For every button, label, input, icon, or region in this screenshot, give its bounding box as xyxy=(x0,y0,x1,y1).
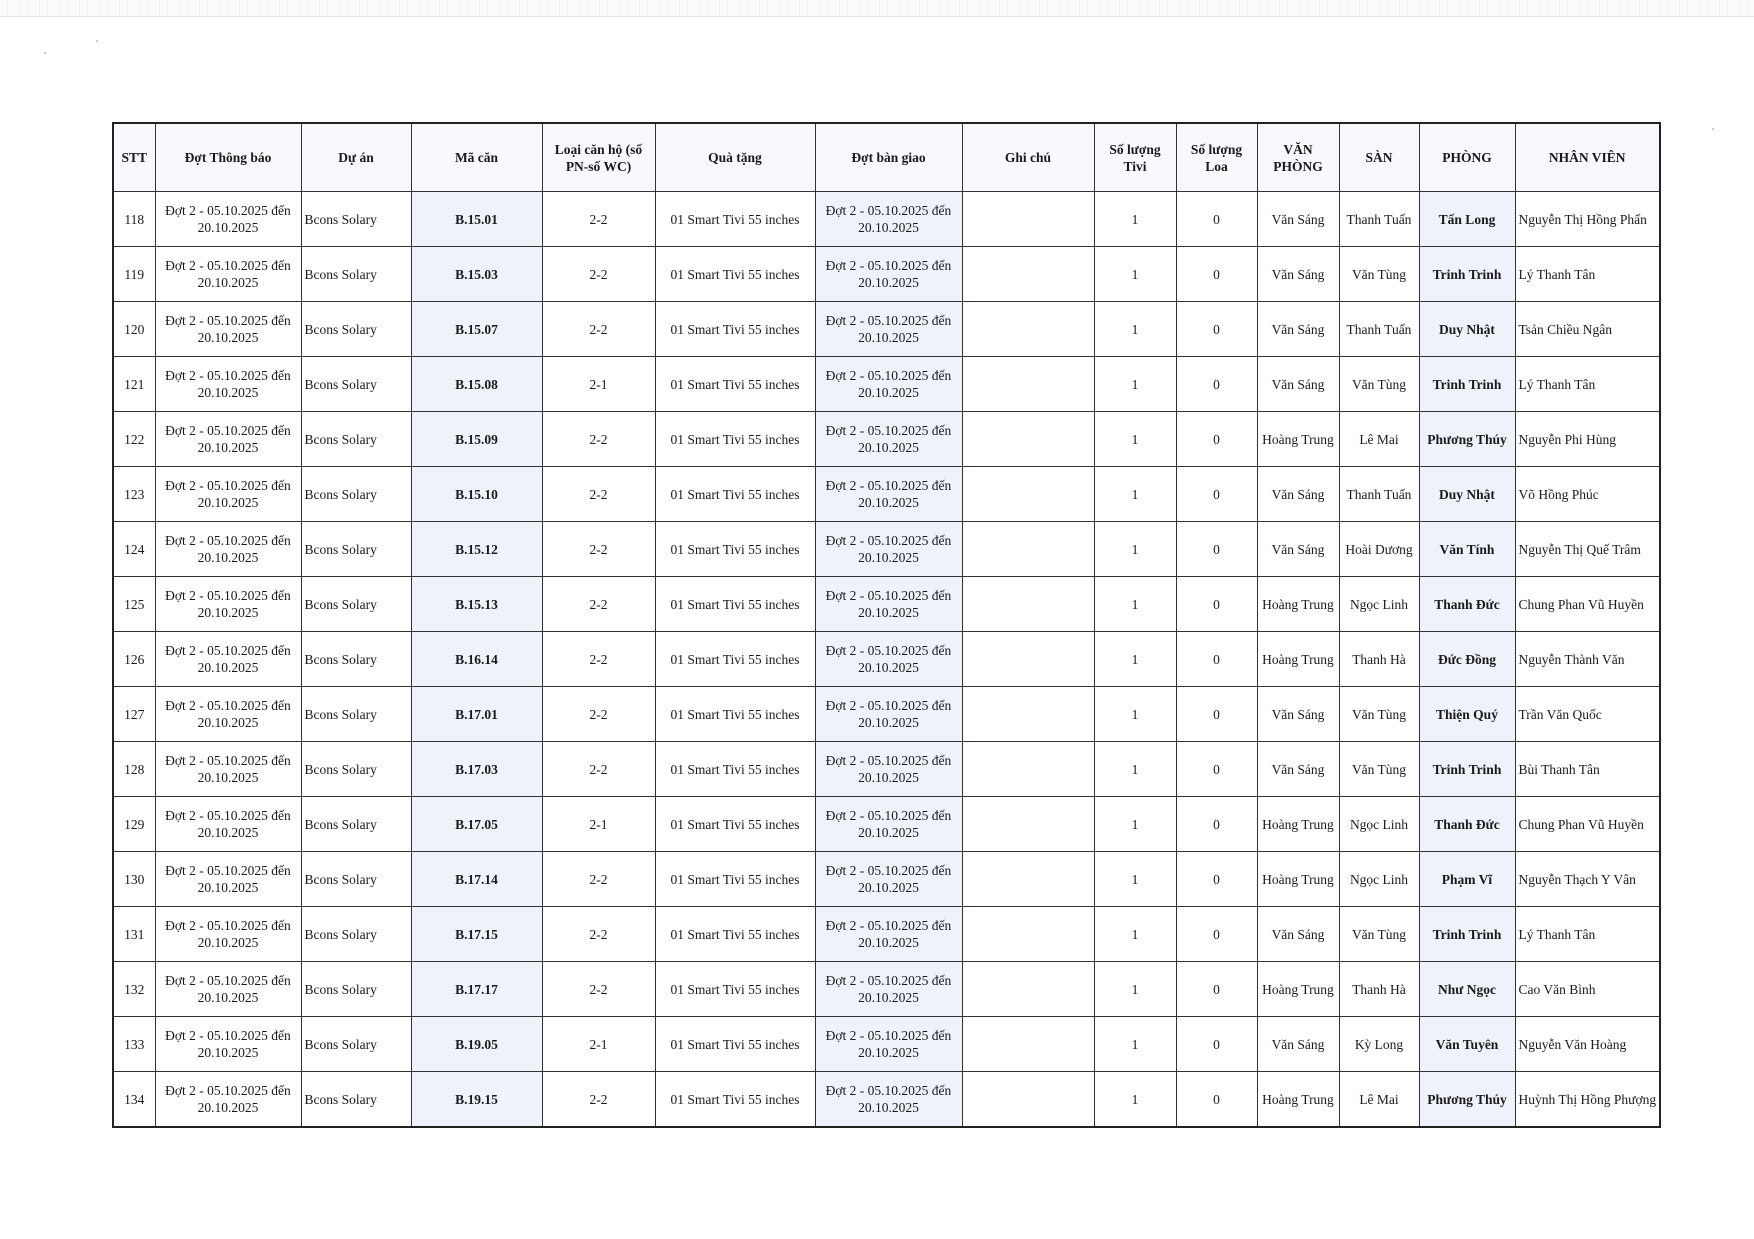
cell-stt: 130 xyxy=(113,852,155,907)
cell-van-phong: Văn Sáng xyxy=(1257,302,1339,357)
cell-dot-ban-giao: Đợt 2 - 05.10.2025 đến 20.10.2025 xyxy=(815,687,962,742)
cell-so-luong-tivi: 1 xyxy=(1094,632,1176,687)
cell-ghi-chu xyxy=(962,1017,1094,1072)
scan-speck xyxy=(44,52,46,54)
cell-nhan-vien: Võ Hồng Phúc xyxy=(1515,467,1660,522)
cell-so-luong-loa: 0 xyxy=(1176,742,1257,797)
col-header-ghi-chu: Ghi chú xyxy=(962,123,1094,192)
cell-phong: Thiện Quý xyxy=(1419,687,1515,742)
cell-loai-can-ho: 2-2 xyxy=(542,962,655,1017)
cell-ma-can: B.17.17 xyxy=(411,962,542,1017)
cell-du-an: Bcons Solary xyxy=(301,247,411,302)
cell-dot-ban-giao: Đợt 2 - 05.10.2025 đến 20.10.2025 xyxy=(815,632,962,687)
cell-so-luong-tivi: 1 xyxy=(1094,357,1176,412)
cell-ghi-chu xyxy=(962,962,1094,1017)
cell-san: Thanh Tuấn xyxy=(1339,302,1419,357)
cell-ghi-chu xyxy=(962,357,1094,412)
cell-phong: Trinh Trinh xyxy=(1419,907,1515,962)
cell-stt: 120 xyxy=(113,302,155,357)
cell-loai-can-ho: 2-2 xyxy=(542,467,655,522)
cell-qua-tang: 01 Smart Tivi 55 inches xyxy=(655,907,815,962)
cell-dot-ban-giao: Đợt 2 - 05.10.2025 đến 20.10.2025 xyxy=(815,962,962,1017)
cell-so-luong-loa: 0 xyxy=(1176,247,1257,302)
cell-nhan-vien: Nguyễn Thị Quế Trâm xyxy=(1515,522,1660,577)
cell-loai-can-ho: 2-2 xyxy=(542,687,655,742)
table-row xyxy=(113,357,1660,412)
cell-ma-can: B.17.01 xyxy=(411,687,542,742)
cell-phong: Văn Tính xyxy=(1419,522,1515,577)
table-row xyxy=(113,797,1660,852)
cell-dot-thong-bao: Đợt 2 - 05.10.2025 đến 20.10.2025 xyxy=(155,1017,301,1072)
cell-phong: Đức Đồng xyxy=(1419,632,1515,687)
cell-dot-ban-giao: Đợt 2 - 05.10.2025 đến 20.10.2025 xyxy=(815,577,962,632)
cell-stt: 133 xyxy=(113,1017,155,1072)
cell-ghi-chu xyxy=(962,632,1094,687)
cell-so-luong-tivi: 1 xyxy=(1094,247,1176,302)
table-row xyxy=(113,742,1660,797)
cell-qua-tang: 01 Smart Tivi 55 inches xyxy=(655,467,815,522)
cell-phong: Duy Nhật xyxy=(1419,302,1515,357)
scan-speck xyxy=(96,40,98,42)
cell-so-luong-loa: 0 xyxy=(1176,412,1257,467)
cell-so-luong-tivi: 1 xyxy=(1094,1017,1176,1072)
cell-van-phong: Hoàng Trung xyxy=(1257,797,1339,852)
cell-phong: Trinh Trinh xyxy=(1419,357,1515,412)
cell-dot-ban-giao: Đợt 2 - 05.10.2025 đến 20.10.2025 xyxy=(815,797,962,852)
cell-so-luong-loa: 0 xyxy=(1176,632,1257,687)
cell-nhan-vien: Nguyễn Phi Hùng xyxy=(1515,412,1660,467)
cell-dot-thong-bao: Đợt 2 - 05.10.2025 đến 20.10.2025 xyxy=(155,192,301,247)
cell-dot-thong-bao: Đợt 2 - 05.10.2025 đến 20.10.2025 xyxy=(155,357,301,412)
cell-ghi-chu xyxy=(962,797,1094,852)
cell-so-luong-loa: 0 xyxy=(1176,687,1257,742)
scan-edge-strip xyxy=(0,0,1754,17)
cell-stt: 129 xyxy=(113,797,155,852)
cell-so-luong-tivi: 1 xyxy=(1094,687,1176,742)
cell-ma-can: B.17.15 xyxy=(411,907,542,962)
cell-phong: Như Ngọc xyxy=(1419,962,1515,1017)
cell-stt: 122 xyxy=(113,412,155,467)
cell-san: Lê Mai xyxy=(1339,1072,1419,1128)
cell-so-luong-loa: 0 xyxy=(1176,1072,1257,1128)
cell-van-phong: Hoàng Trung xyxy=(1257,1072,1339,1128)
cell-dot-thong-bao: Đợt 2 - 05.10.2025 đến 20.10.2025 xyxy=(155,962,301,1017)
table-row xyxy=(113,467,1660,522)
cell-stt: 126 xyxy=(113,632,155,687)
cell-so-luong-tivi: 1 xyxy=(1094,302,1176,357)
table-row xyxy=(113,962,1660,1017)
cell-so-luong-tivi: 1 xyxy=(1094,192,1176,247)
gift-allocation-table xyxy=(112,122,1661,1128)
cell-nhan-vien: Huỳnh Thị Hồng Phượng xyxy=(1515,1072,1660,1128)
cell-ma-can: B.15.12 xyxy=(411,522,542,577)
cell-dot-thong-bao: Đợt 2 - 05.10.2025 đến 20.10.2025 xyxy=(155,742,301,797)
cell-so-luong-tivi: 1 xyxy=(1094,907,1176,962)
cell-dot-ban-giao: Đợt 2 - 05.10.2025 đến 20.10.2025 xyxy=(815,1017,962,1072)
cell-du-an: Bcons Solary xyxy=(301,577,411,632)
cell-ghi-chu xyxy=(962,577,1094,632)
cell-so-luong-loa: 0 xyxy=(1176,522,1257,577)
cell-qua-tang: 01 Smart Tivi 55 inches xyxy=(655,1072,815,1128)
cell-dot-thong-bao: Đợt 2 - 05.10.2025 đến 20.10.2025 xyxy=(155,852,301,907)
cell-san: Thanh Hà xyxy=(1339,962,1419,1017)
cell-ma-can: B.15.10 xyxy=(411,467,542,522)
cell-du-an: Bcons Solary xyxy=(301,522,411,577)
table-row xyxy=(113,302,1660,357)
cell-dot-thong-bao: Đợt 2 - 05.10.2025 đến 20.10.2025 xyxy=(155,412,301,467)
cell-qua-tang: 01 Smart Tivi 55 inches xyxy=(655,962,815,1017)
scan-speck xyxy=(1712,128,1714,130)
cell-qua-tang: 01 Smart Tivi 55 inches xyxy=(655,797,815,852)
cell-dot-ban-giao: Đợt 2 - 05.10.2025 đến 20.10.2025 xyxy=(815,357,962,412)
cell-ma-can: B.17.03 xyxy=(411,742,542,797)
cell-qua-tang: 01 Smart Tivi 55 inches xyxy=(655,192,815,247)
cell-ma-can: B.15.01 xyxy=(411,192,542,247)
cell-san: Hoài Dương xyxy=(1339,522,1419,577)
cell-loai-can-ho: 2-2 xyxy=(542,632,655,687)
table-row xyxy=(113,687,1660,742)
cell-nhan-vien: Lý Thanh Tân xyxy=(1515,357,1660,412)
header-row xyxy=(113,123,1660,192)
cell-dot-ban-giao: Đợt 2 - 05.10.2025 đến 20.10.2025 xyxy=(815,522,962,577)
cell-dot-thong-bao: Đợt 2 - 05.10.2025 đến 20.10.2025 xyxy=(155,577,301,632)
cell-san: Lê Mai xyxy=(1339,412,1419,467)
cell-nhan-vien: Nguyễn Thạch Y Vân xyxy=(1515,852,1660,907)
cell-so-luong-loa: 0 xyxy=(1176,962,1257,1017)
cell-phong: Trinh Trinh xyxy=(1419,742,1515,797)
cell-qua-tang: 01 Smart Tivi 55 inches xyxy=(655,852,815,907)
cell-stt: 125 xyxy=(113,577,155,632)
cell-van-phong: Văn Sáng xyxy=(1257,1017,1339,1072)
cell-ghi-chu xyxy=(962,522,1094,577)
cell-du-an: Bcons Solary xyxy=(301,907,411,962)
cell-so-luong-tivi: 1 xyxy=(1094,852,1176,907)
cell-phong: Phương Thúy xyxy=(1419,412,1515,467)
cell-nhan-vien: Nguyễn Thành Văn xyxy=(1515,632,1660,687)
cell-san: Văn Tùng xyxy=(1339,357,1419,412)
cell-van-phong: Văn Sáng xyxy=(1257,192,1339,247)
cell-ma-can: B.15.13 xyxy=(411,577,542,632)
cell-ma-can: B.15.08 xyxy=(411,357,542,412)
cell-ghi-chu xyxy=(962,852,1094,907)
cell-van-phong: Văn Sáng xyxy=(1257,742,1339,797)
cell-phong: Thanh Đức xyxy=(1419,577,1515,632)
cell-stt: 131 xyxy=(113,907,155,962)
col-header-dot-ban-giao: Đợt bàn giao xyxy=(815,123,962,192)
cell-loai-can-ho: 2-2 xyxy=(542,247,655,302)
cell-san: Thanh Tuấn xyxy=(1339,467,1419,522)
cell-so-luong-tivi: 1 xyxy=(1094,522,1176,577)
cell-so-luong-loa: 0 xyxy=(1176,577,1257,632)
cell-qua-tang: 01 Smart Tivi 55 inches xyxy=(655,632,815,687)
table-row xyxy=(113,632,1660,687)
cell-du-an: Bcons Solary xyxy=(301,742,411,797)
cell-van-phong: Hoàng Trung xyxy=(1257,852,1339,907)
cell-qua-tang: 01 Smart Tivi 55 inches xyxy=(655,1017,815,1072)
cell-loai-can-ho: 2-2 xyxy=(542,577,655,632)
cell-san: Ngọc Linh xyxy=(1339,852,1419,907)
col-header-stt: STT xyxy=(113,123,155,192)
cell-du-an: Bcons Solary xyxy=(301,1072,411,1128)
cell-san: Kỳ Long xyxy=(1339,1017,1419,1072)
cell-stt: 128 xyxy=(113,742,155,797)
cell-qua-tang: 01 Smart Tivi 55 inches xyxy=(655,357,815,412)
cell-ghi-chu xyxy=(962,467,1094,522)
cell-du-an: Bcons Solary xyxy=(301,192,411,247)
col-header-so-luong-loa: Số lượng Loa xyxy=(1176,123,1257,192)
cell-du-an: Bcons Solary xyxy=(301,1017,411,1072)
cell-so-luong-tivi: 1 xyxy=(1094,797,1176,852)
col-header-loai-can-ho: Loại căn hộ (số PN-số WC) xyxy=(542,123,655,192)
cell-van-phong: Văn Sáng xyxy=(1257,687,1339,742)
cell-loai-can-ho: 2-2 xyxy=(542,1072,655,1128)
cell-dot-thong-bao: Đợt 2 - 05.10.2025 đến 20.10.2025 xyxy=(155,907,301,962)
cell-phong: Duy Nhật xyxy=(1419,467,1515,522)
cell-stt: 119 xyxy=(113,247,155,302)
cell-dot-ban-giao: Đợt 2 - 05.10.2025 đến 20.10.2025 xyxy=(815,247,962,302)
cell-ghi-chu xyxy=(962,687,1094,742)
cell-du-an: Bcons Solary xyxy=(301,632,411,687)
cell-stt: 134 xyxy=(113,1072,155,1128)
cell-dot-ban-giao: Đợt 2 - 05.10.2025 đến 20.10.2025 xyxy=(815,907,962,962)
table-body xyxy=(113,192,1660,1128)
cell-ghi-chu xyxy=(962,742,1094,797)
cell-so-luong-loa: 0 xyxy=(1176,192,1257,247)
cell-dot-thong-bao: Đợt 2 - 05.10.2025 đến 20.10.2025 xyxy=(155,1072,301,1128)
cell-nhan-vien: Lý Thanh Tân xyxy=(1515,247,1660,302)
col-header-phong: PHÒNG xyxy=(1419,123,1515,192)
cell-nhan-vien: Lý Thanh Tân xyxy=(1515,907,1660,962)
cell-ma-can: B.15.09 xyxy=(411,412,542,467)
cell-ma-can: B.19.05 xyxy=(411,1017,542,1072)
cell-so-luong-loa: 0 xyxy=(1176,357,1257,412)
cell-san: Văn Tùng xyxy=(1339,907,1419,962)
cell-so-luong-tivi: 1 xyxy=(1094,742,1176,797)
cell-loai-can-ho: 2-1 xyxy=(542,797,655,852)
cell-nhan-vien: Trần Văn Quốc xyxy=(1515,687,1660,742)
cell-dot-ban-giao: Đợt 2 - 05.10.2025 đến 20.10.2025 xyxy=(815,412,962,467)
cell-nhan-vien: Bùi Thanh Tân xyxy=(1515,742,1660,797)
cell-san: Văn Tùng xyxy=(1339,742,1419,797)
cell-ghi-chu xyxy=(962,302,1094,357)
col-header-nhan-vien: NHÂN VIÊN xyxy=(1515,123,1660,192)
cell-loai-can-ho: 2-1 xyxy=(542,1017,655,1072)
cell-qua-tang: 01 Smart Tivi 55 inches xyxy=(655,742,815,797)
cell-dot-ban-giao: Đợt 2 - 05.10.2025 đến 20.10.2025 xyxy=(815,192,962,247)
cell-nhan-vien: Nguyễn Văn Hoàng xyxy=(1515,1017,1660,1072)
cell-so-luong-tivi: 1 xyxy=(1094,1072,1176,1128)
cell-dot-ban-giao: Đợt 2 - 05.10.2025 đến 20.10.2025 xyxy=(815,302,962,357)
cell-ma-can: B.19.15 xyxy=(411,1072,542,1128)
col-header-du-an: Dự án xyxy=(301,123,411,192)
cell-dot-thong-bao: Đợt 2 - 05.10.2025 đến 20.10.2025 xyxy=(155,302,301,357)
cell-van-phong: Hoàng Trung xyxy=(1257,412,1339,467)
cell-du-an: Bcons Solary xyxy=(301,852,411,907)
cell-dot-thong-bao: Đợt 2 - 05.10.2025 đến 20.10.2025 xyxy=(155,797,301,852)
cell-san: Ngọc Linh xyxy=(1339,797,1419,852)
cell-van-phong: Văn Sáng xyxy=(1257,357,1339,412)
table-row xyxy=(113,1017,1660,1072)
col-header-dot-thong-bao: Đợt Thông báo xyxy=(155,123,301,192)
cell-phong: Tấn Long xyxy=(1419,192,1515,247)
table-row xyxy=(113,192,1660,247)
cell-qua-tang: 01 Smart Tivi 55 inches xyxy=(655,687,815,742)
cell-loai-can-ho: 2-2 xyxy=(542,192,655,247)
cell-dot-thong-bao: Đợt 2 - 05.10.2025 đến 20.10.2025 xyxy=(155,467,301,522)
cell-ma-can: B.16.14 xyxy=(411,632,542,687)
cell-du-an: Bcons Solary xyxy=(301,962,411,1017)
table-row xyxy=(113,247,1660,302)
cell-san: Ngọc Linh xyxy=(1339,577,1419,632)
cell-nhan-vien: Cao Văn Bình xyxy=(1515,962,1660,1017)
cell-ma-can: B.17.05 xyxy=(411,797,542,852)
cell-van-phong: Văn Sáng xyxy=(1257,467,1339,522)
cell-dot-ban-giao: Đợt 2 - 05.10.2025 đến 20.10.2025 xyxy=(815,1072,962,1128)
cell-phong: Trinh Trinh xyxy=(1419,247,1515,302)
cell-so-luong-loa: 0 xyxy=(1176,302,1257,357)
cell-so-luong-loa: 0 xyxy=(1176,797,1257,852)
cell-loai-can-ho: 2-2 xyxy=(542,907,655,962)
cell-dot-ban-giao: Đợt 2 - 05.10.2025 đến 20.10.2025 xyxy=(815,742,962,797)
cell-phong: Phương Thúy xyxy=(1419,1072,1515,1128)
cell-so-luong-tivi: 1 xyxy=(1094,412,1176,467)
cell-san: Văn Tùng xyxy=(1339,247,1419,302)
cell-loai-can-ho: 2-2 xyxy=(542,742,655,797)
cell-du-an: Bcons Solary xyxy=(301,302,411,357)
cell-so-luong-loa: 0 xyxy=(1176,852,1257,907)
cell-phong: Văn Tuyên xyxy=(1419,1017,1515,1072)
cell-ghi-chu xyxy=(962,192,1094,247)
cell-san: Thanh Tuấn xyxy=(1339,192,1419,247)
cell-dot-thong-bao: Đợt 2 - 05.10.2025 đến 20.10.2025 xyxy=(155,247,301,302)
cell-van-phong: Hoàng Trung xyxy=(1257,632,1339,687)
cell-van-phong: Hoàng Trung xyxy=(1257,962,1339,1017)
cell-so-luong-loa: 0 xyxy=(1176,1017,1257,1072)
cell-loai-can-ho: 2-2 xyxy=(542,412,655,467)
cell-stt: 127 xyxy=(113,687,155,742)
cell-ma-can: B.17.14 xyxy=(411,852,542,907)
cell-ghi-chu xyxy=(962,412,1094,467)
cell-ghi-chu xyxy=(962,247,1094,302)
cell-stt: 121 xyxy=(113,357,155,412)
cell-stt: 124 xyxy=(113,522,155,577)
cell-stt: 118 xyxy=(113,192,155,247)
table-header xyxy=(113,123,1660,192)
cell-phong: Phạm Vĩ xyxy=(1419,852,1515,907)
cell-so-luong-tivi: 1 xyxy=(1094,467,1176,522)
cell-qua-tang: 01 Smart Tivi 55 inches xyxy=(655,247,815,302)
cell-van-phong: Văn Sáng xyxy=(1257,522,1339,577)
cell-so-luong-loa: 0 xyxy=(1176,467,1257,522)
cell-du-an: Bcons Solary xyxy=(301,797,411,852)
cell-so-luong-loa: 0 xyxy=(1176,907,1257,962)
cell-qua-tang: 01 Smart Tivi 55 inches xyxy=(655,522,815,577)
table-row xyxy=(113,412,1660,467)
table-row xyxy=(113,577,1660,632)
cell-van-phong: Hoàng Trung xyxy=(1257,577,1339,632)
cell-qua-tang: 01 Smart Tivi 55 inches xyxy=(655,577,815,632)
cell-van-phong: Văn Sáng xyxy=(1257,907,1339,962)
cell-ghi-chu xyxy=(962,907,1094,962)
cell-san: Văn Tùng xyxy=(1339,687,1419,742)
cell-loai-can-ho: 2-2 xyxy=(542,302,655,357)
col-header-qua-tang: Quà tặng xyxy=(655,123,815,192)
cell-so-luong-tivi: 1 xyxy=(1094,962,1176,1017)
cell-so-luong-tivi: 1 xyxy=(1094,577,1176,632)
col-header-so-luong-tivi: Số lượng Tivi xyxy=(1094,123,1176,192)
cell-loai-can-ho: 2-2 xyxy=(542,522,655,577)
cell-nhan-vien: Chung Phan Vũ Huyền xyxy=(1515,797,1660,852)
cell-qua-tang: 01 Smart Tivi 55 inches xyxy=(655,302,815,357)
table-row xyxy=(113,1072,1660,1128)
cell-loai-can-ho: 2-2 xyxy=(542,852,655,907)
col-header-ma-can: Mã căn xyxy=(411,123,542,192)
cell-van-phong: Văn Sáng xyxy=(1257,247,1339,302)
cell-stt: 123 xyxy=(113,467,155,522)
table-row xyxy=(113,907,1660,962)
cell-stt: 132 xyxy=(113,962,155,1017)
cell-phong: Thanh Đức xyxy=(1419,797,1515,852)
cell-du-an: Bcons Solary xyxy=(301,357,411,412)
cell-du-an: Bcons Solary xyxy=(301,412,411,467)
table-row xyxy=(113,522,1660,577)
cell-dot-thong-bao: Đợt 2 - 05.10.2025 đến 20.10.2025 xyxy=(155,632,301,687)
cell-du-an: Bcons Solary xyxy=(301,467,411,522)
cell-nhan-vien: Nguyễn Thị Hồng Phấn xyxy=(1515,192,1660,247)
cell-ghi-chu xyxy=(962,1072,1094,1128)
cell-san: Thanh Hà xyxy=(1339,632,1419,687)
col-header-san: SÀN xyxy=(1339,123,1419,192)
cell-loai-can-ho: 2-1 xyxy=(542,357,655,412)
cell-dot-ban-giao: Đợt 2 - 05.10.2025 đến 20.10.2025 xyxy=(815,852,962,907)
cell-nhan-vien: Tsản Chiều Ngân xyxy=(1515,302,1660,357)
cell-dot-thong-bao: Đợt 2 - 05.10.2025 đến 20.10.2025 xyxy=(155,687,301,742)
table-row xyxy=(113,852,1660,907)
cell-dot-ban-giao: Đợt 2 - 05.10.2025 đến 20.10.2025 xyxy=(815,467,962,522)
cell-ma-can: B.15.07 xyxy=(411,302,542,357)
col-header-van-phong: VĂN PHÒNG xyxy=(1257,123,1339,192)
cell-du-an: Bcons Solary xyxy=(301,687,411,742)
cell-qua-tang: 01 Smart Tivi 55 inches xyxy=(655,412,815,467)
cell-dot-thong-bao: Đợt 2 - 05.10.2025 đến 20.10.2025 xyxy=(155,522,301,577)
cell-nhan-vien: Chung Phan Vũ Huyền xyxy=(1515,577,1660,632)
cell-ma-can: B.15.03 xyxy=(411,247,542,302)
